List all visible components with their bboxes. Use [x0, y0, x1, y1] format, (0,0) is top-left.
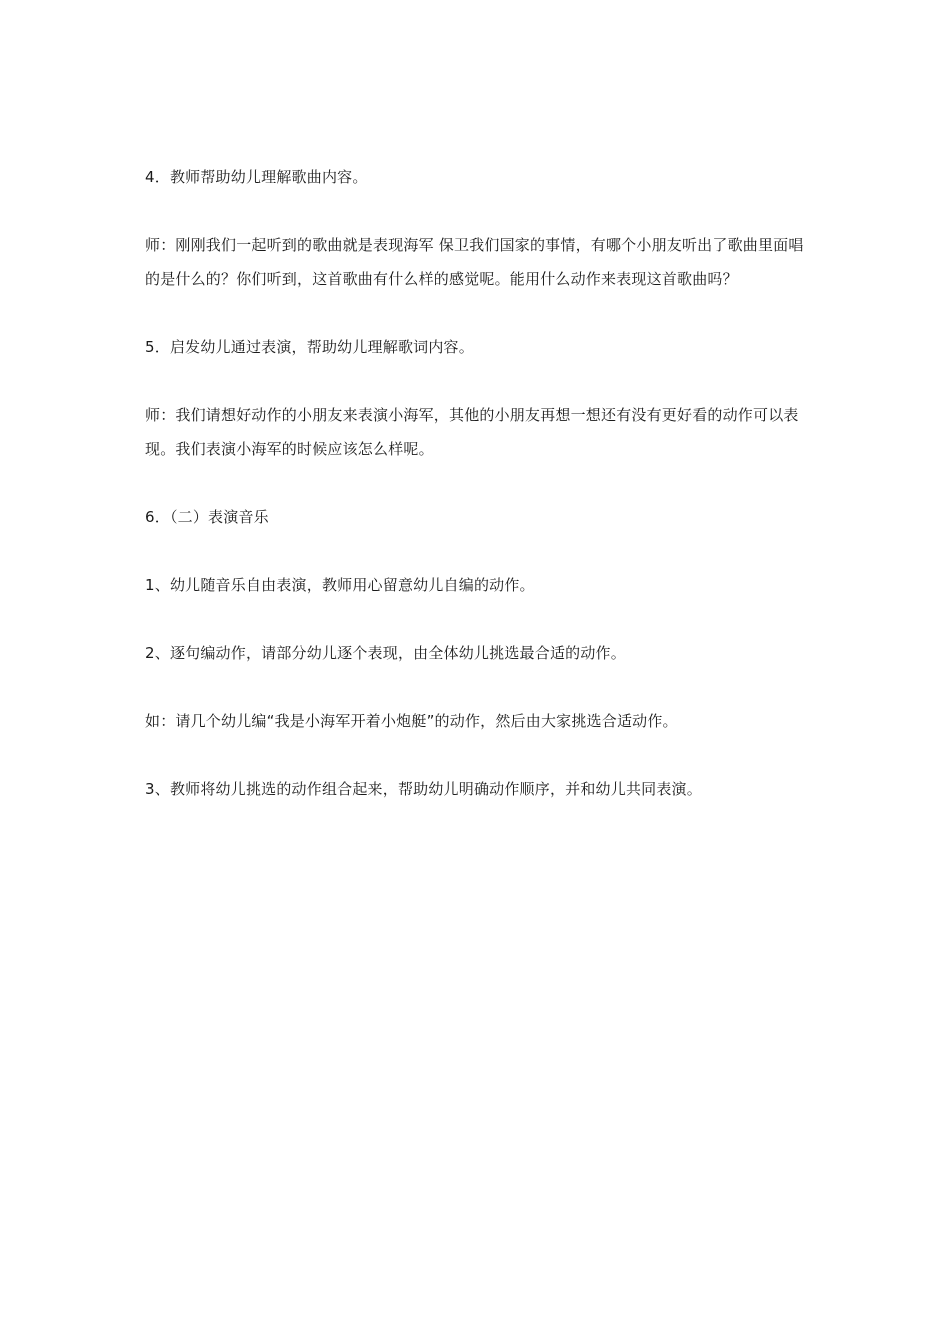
substep-1: 1、幼儿随音乐自由表演，教师用心留意幼儿自编的动作。: [145, 576, 535, 594]
paragraph-gap: [145, 296, 810, 330]
step-5-heading: 5．启发幼儿通过表演，帮助幼儿理解歌词内容。: [145, 338, 474, 356]
paragraph-gap: [145, 738, 810, 772]
document-body: [145, 160, 810, 806]
step-6-heading: 6．（二）表演音乐: [145, 508, 269, 526]
substep-3: 3、教师将幼儿挑选的动作组合起来，帮助幼儿明确动作顺序，并和幼儿共同表演。: [145, 780, 702, 798]
teacher-dialogue-1: 师：刚刚我们一起听到的歌曲就是表现海军 保卫我们国家的事情，有哪个小朋友听出了歌曲里面唱的是什么的？你们听到，这首歌曲有什么样的感觉呢。能用什么动作来表现这首歌曲吗？: [145, 236, 804, 288]
paragraph-gap: [145, 364, 810, 398]
example-line: 如：请几个幼儿编“我是小海军开着小炮艇”的动作，然后由大家挑选合适动作。: [145, 712, 678, 730]
paragraph-gap: [145, 670, 810, 704]
paragraph-gap: [145, 534, 810, 568]
teacher-dialogue-2: 师：我们请想好动作的小朋友来表演小海军，其他的小朋友再想一想还有没有更好看的动作可以表现。我们表演小海军的时候应该怎么样呢。: [145, 406, 799, 458]
substep-2: 2、逐句编动作，请部分幼儿逐个表现，由全体幼儿挑选最合适的动作。: [145, 644, 626, 662]
paragraph-gap: [145, 194, 810, 228]
paragraph-gap: [145, 602, 810, 636]
paragraph-gap: [145, 466, 810, 500]
step-4-heading: 4．教师帮助幼儿理解歌曲内容。: [145, 168, 368, 186]
